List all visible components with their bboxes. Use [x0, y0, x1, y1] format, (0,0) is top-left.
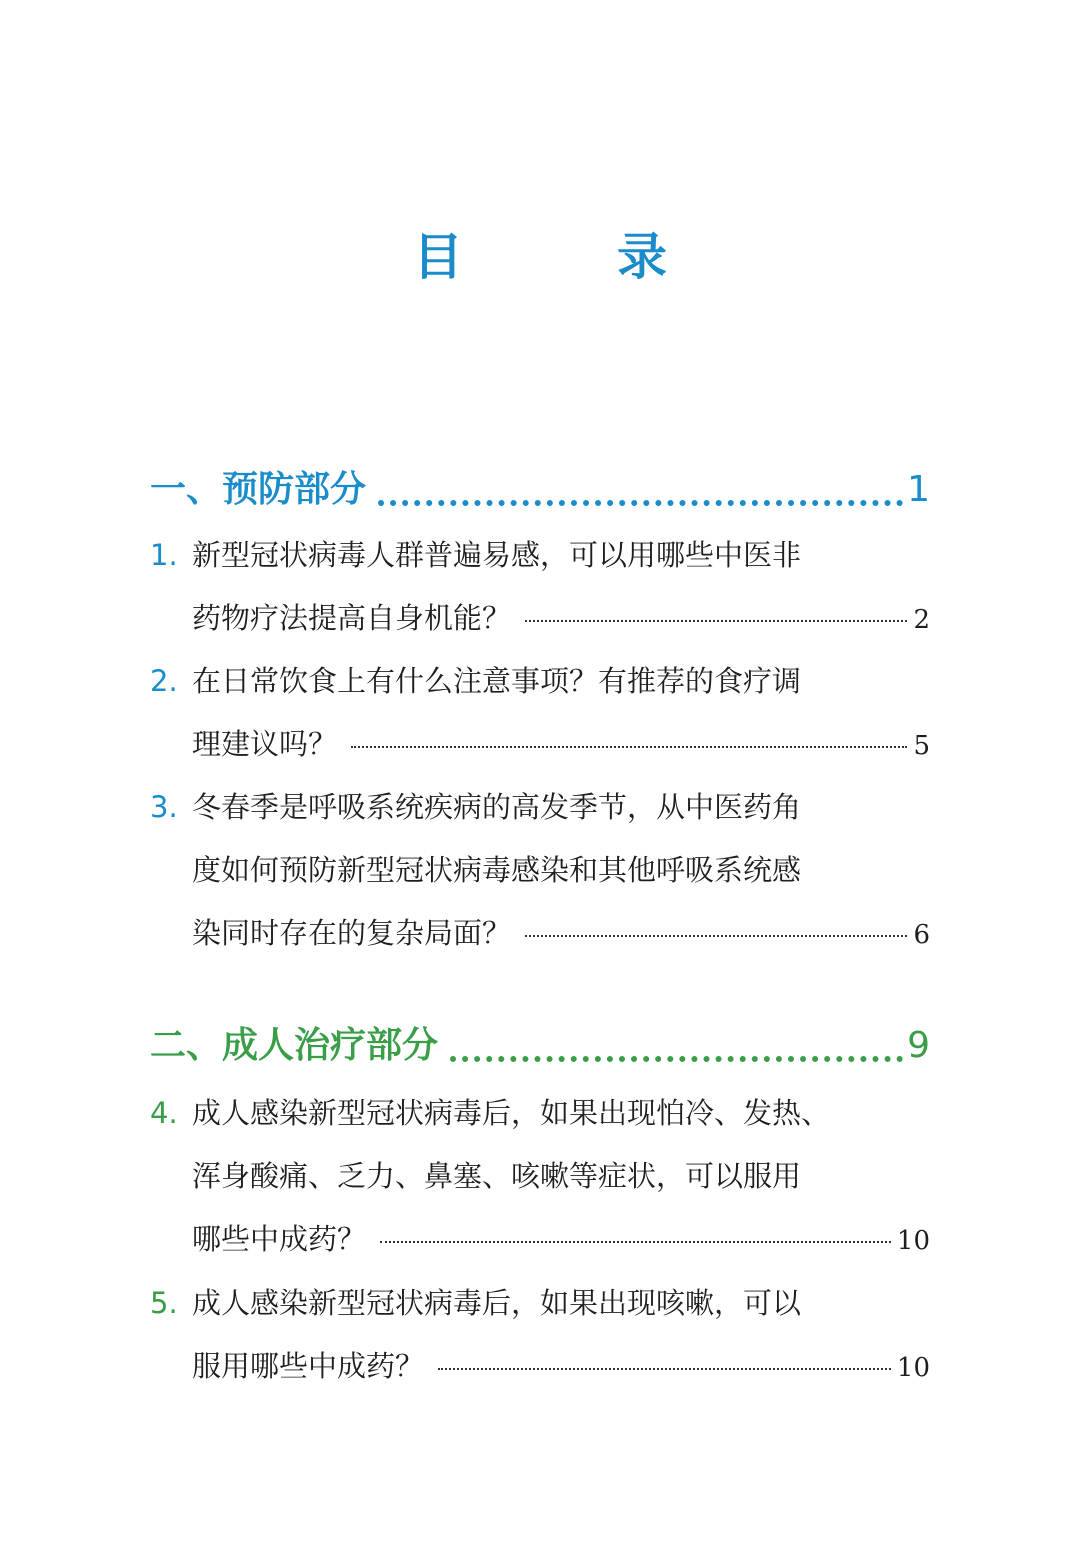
entry-number: 1. — [150, 538, 178, 572]
entry-text-line: 药物疗法提高自身机能？ — [192, 601, 512, 635]
entry-text-line: 新型冠状病毒人群普遍易感，可以用哪些中医非 — [192, 538, 802, 572]
section-title: 一、预防部分 — [150, 469, 367, 510]
entry-text-line: 成人感染新型冠状病毒后，如果出现怕冷、发热、 — [192, 1096, 831, 1130]
entry-number: 4. — [150, 1096, 178, 1130]
entry-last-line — [192, 1335, 930, 1398]
entry-page-number: 6 — [913, 920, 930, 950]
dot-leader — [351, 746, 907, 748]
section-page-number: 9 — [907, 1025, 930, 1066]
dot-leader — [525, 620, 907, 622]
section-title: 二、成人治疗部分 — [150, 1025, 439, 1066]
entry-page-number: 10 — [896, 1226, 930, 1256]
entry-number: 5. — [150, 1286, 178, 1320]
entry-text-line: 理建议吗？ — [192, 727, 338, 761]
entry-text-line: 浑身酸痛、乏力、鼻塞、咳嗽等症状，可以服用 — [192, 1159, 802, 1193]
entry-last-line — [192, 587, 930, 650]
entry-page-number: 2 — [913, 605, 930, 635]
entry-text-line: 染同时存在的复杂局面？ — [192, 916, 512, 950]
dot-leader — [378, 500, 903, 506]
entry-last-line — [192, 902, 930, 965]
page-title: 目 录 — [413, 228, 719, 286]
entry-text-line: 服用哪些中成药？ — [192, 1349, 425, 1383]
toc-section-prevention[interactable] — [150, 452, 930, 512]
dot-leader — [525, 935, 907, 937]
entry-number: 3. — [150, 790, 178, 824]
entry-text-line: 在日常饮食上有什么注意事项？有推荐的食疗调 — [192, 664, 802, 698]
entry-last-line — [192, 713, 930, 776]
entry-number: 2. — [150, 664, 178, 698]
entry-text-line: 哪些中成药？ — [192, 1222, 367, 1256]
dot-leader — [438, 1368, 891, 1370]
entry-page-number: 10 — [896, 1353, 930, 1383]
entry-text-line: 成人感染新型冠状病毒后，如果出现咳嗽，可以 — [192, 1286, 802, 1320]
entry-text-line: 冬春季是呼吸系统疾病的高发季节，从中医药角 — [192, 790, 802, 824]
entry-text-line: 度如何预防新型冠状病毒感染和其他呼吸系统感 — [192, 853, 802, 887]
entry-last-line — [192, 1208, 930, 1271]
entry-page-number: 5 — [913, 731, 930, 761]
toc-section-adult-treatment[interactable] — [150, 1008, 930, 1068]
dot-leader — [380, 1241, 891, 1243]
section-page-number: 1 — [907, 469, 930, 510]
dot-leader — [450, 1056, 903, 1062]
